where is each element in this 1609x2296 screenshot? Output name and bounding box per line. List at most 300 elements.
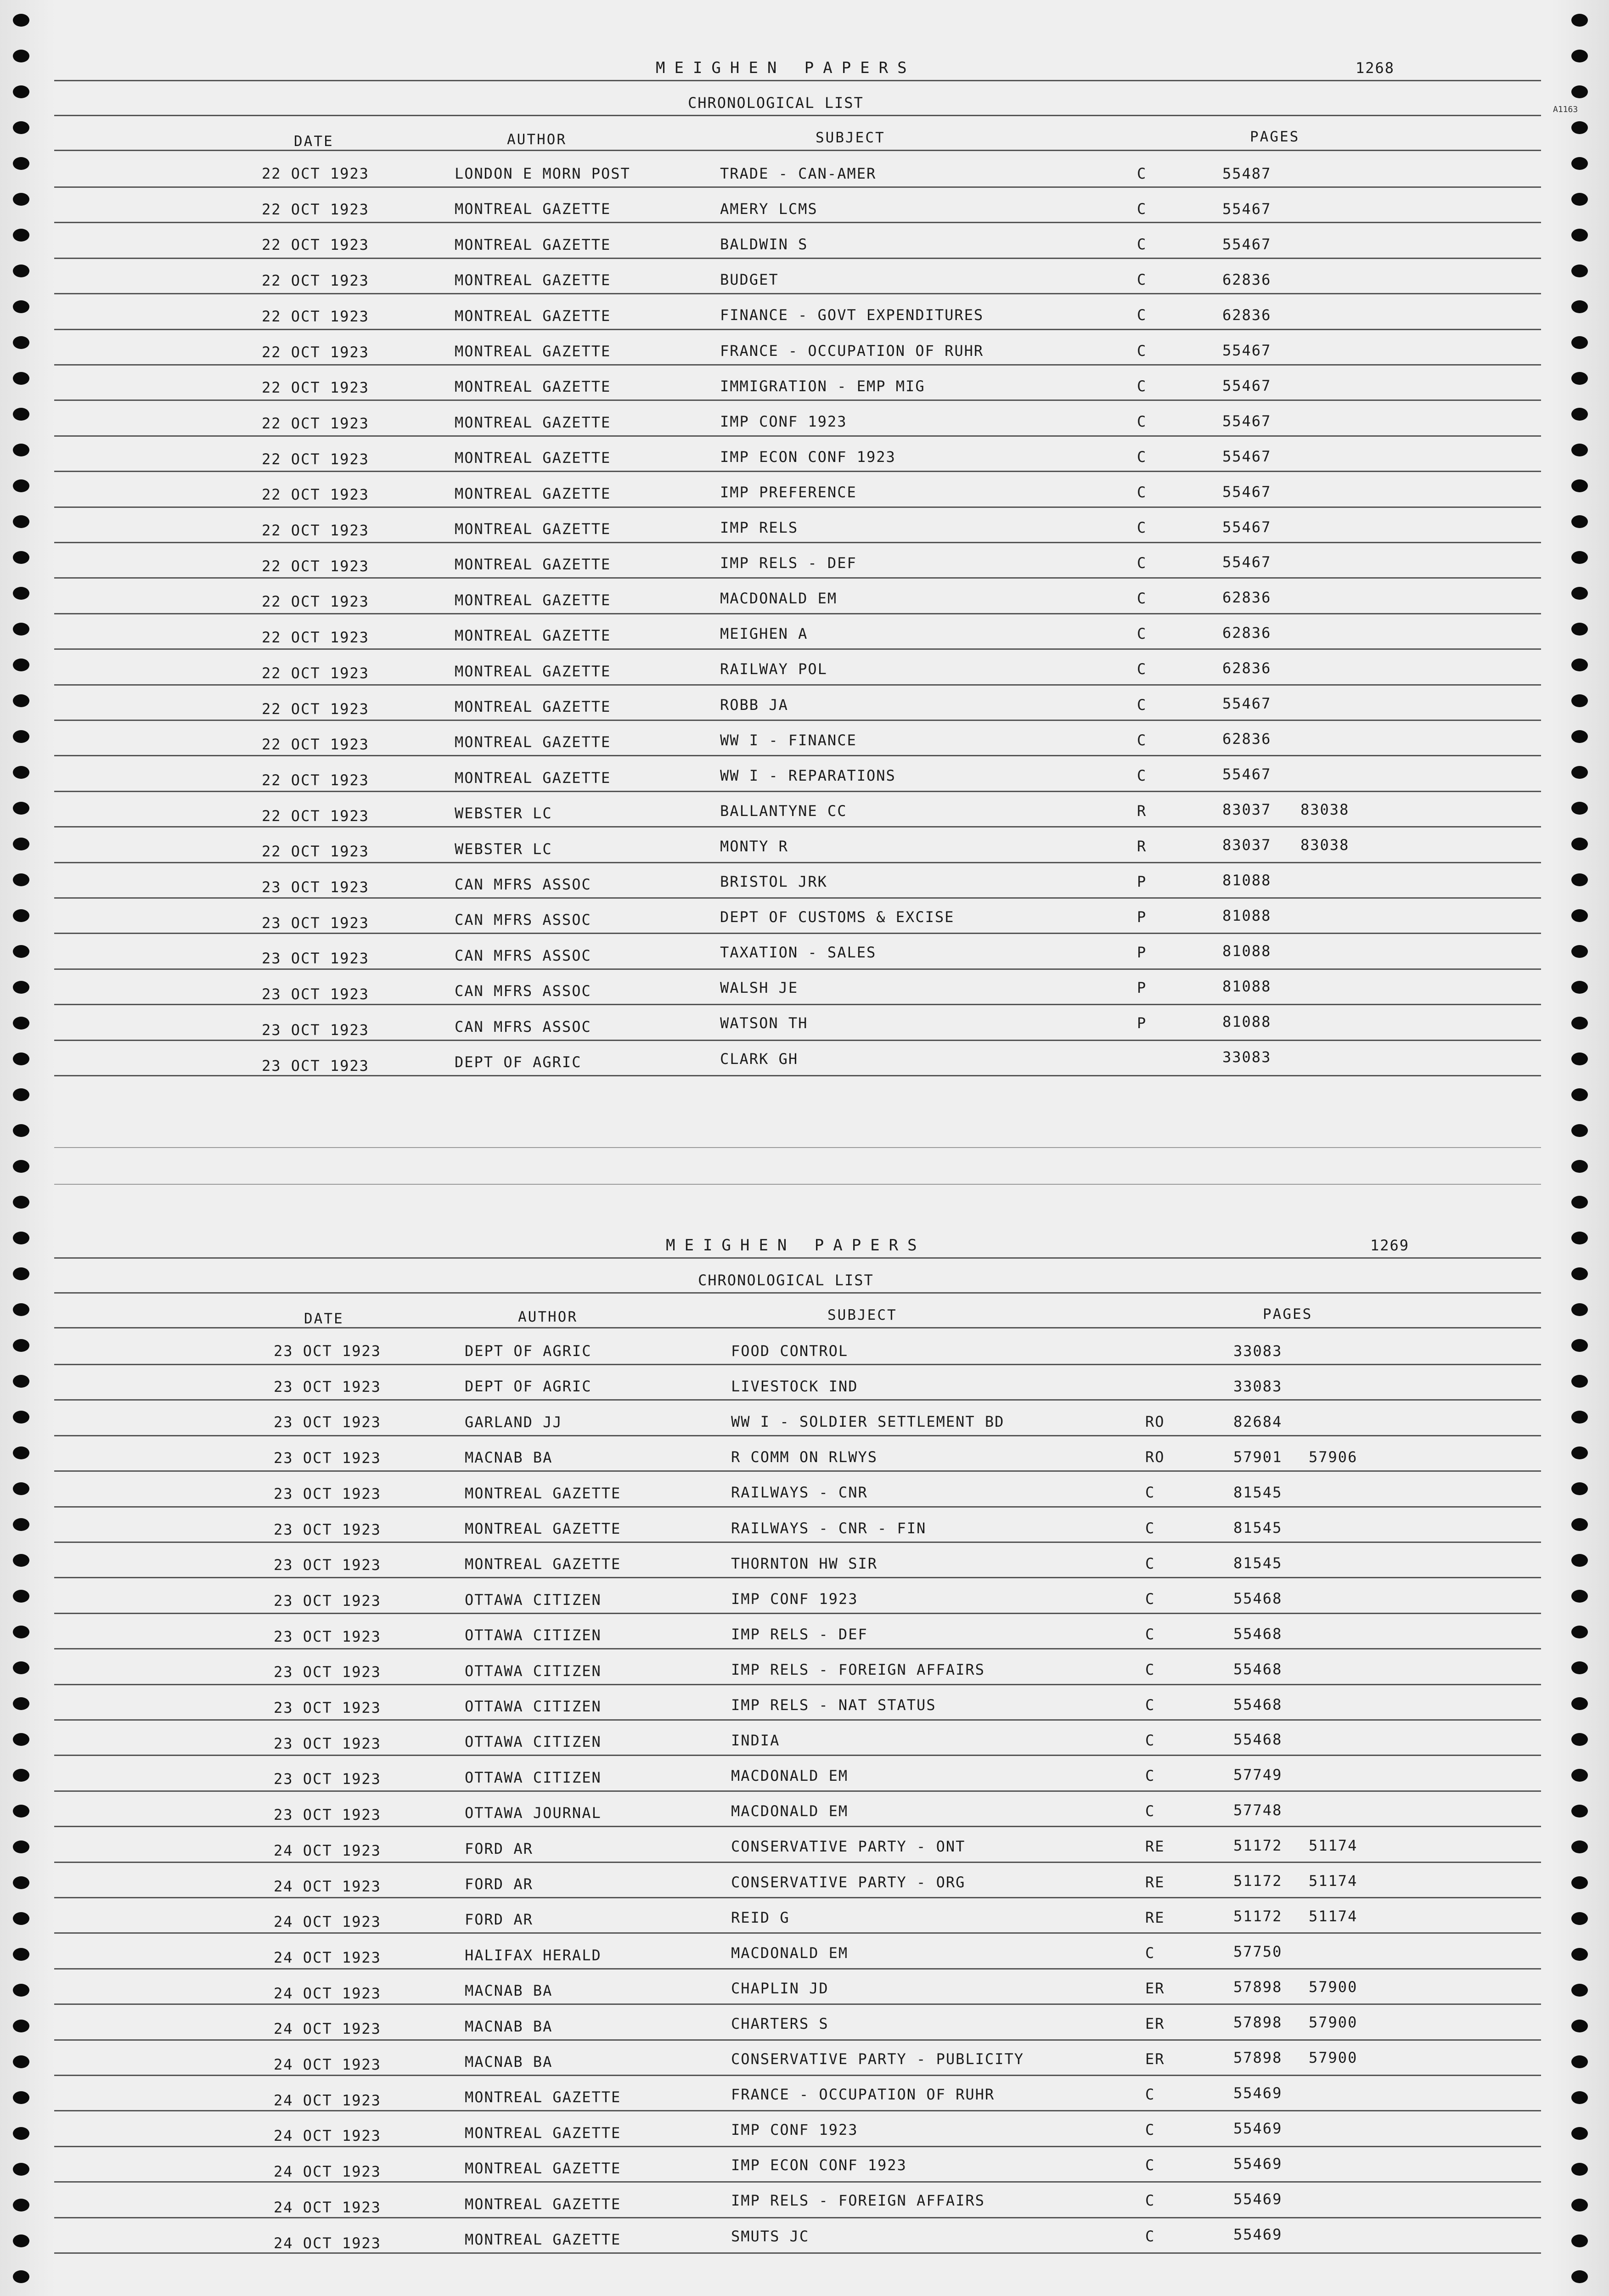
row-pages: 62836 (1222, 306, 1271, 324)
row-date: 22 OCT 1923 (262, 843, 369, 861)
page-title: MEIGHEN PAPERS (656, 59, 916, 77)
row-rule (54, 1719, 1541, 1721)
sprocket-hole (1571, 1661, 1588, 1674)
row-author: LONDON E MORN POST (455, 165, 630, 182)
row-rule (54, 648, 1541, 650)
row-rule (54, 1506, 1541, 1508)
row-subject: R COMM ON RLWYS (731, 1448, 878, 1466)
row-author: MONTREAL GAZETTE (455, 556, 611, 574)
row-author: MONTREAL GAZETTE (455, 307, 611, 325)
row-subject: IMP CONF 1923 (720, 412, 847, 430)
row-code: RE (1145, 1873, 1165, 1891)
row-author: MACNAB BA (465, 2017, 553, 2035)
sprocket-hole (1571, 1196, 1588, 1209)
sprocket-hole (13, 50, 29, 62)
row-pages-end: 57900 (1309, 2014, 1358, 2032)
row-subject: CLARK GH (720, 1050, 799, 1068)
row-subject: IMP RELS - NAT STATUS (731, 1696, 936, 1714)
row-subject: MACDONALD EM (731, 1767, 849, 1785)
sprocket-hole (1571, 766, 1588, 779)
row-pages-end: 57900 (1309, 2049, 1358, 2066)
sprocket-hole (13, 587, 29, 600)
row-rule (54, 329, 1541, 330)
row-author: MONTREAL GAZETTE (455, 733, 611, 751)
row-date: 22 OCT 1923 (262, 307, 369, 325)
row-rule (54, 1577, 1541, 1578)
row-author: MACNAB BA (465, 2053, 553, 2071)
sprocket-hole (1571, 623, 1588, 636)
row-rule (54, 2003, 1541, 2005)
row-code: P (1137, 1014, 1147, 1032)
sprocket-hole (1571, 2055, 1588, 2068)
row-author: MONTREAL GAZETTE (455, 413, 611, 431)
row-author: MONTREAL GAZETTE (465, 1484, 621, 1502)
row-date: 22 OCT 1923 (262, 236, 369, 254)
row-code: C (1137, 554, 1147, 572)
row-code: C (1145, 1484, 1155, 1502)
row-rule (54, 862, 1541, 863)
row-rule (54, 293, 1541, 294)
right-sprocket-holes (1567, 0, 1594, 2296)
sprocket-hole (1571, 2199, 1588, 2212)
sprocket-hole (13, 1232, 29, 1244)
row-code: C (1145, 2156, 1155, 2174)
row-subject: CONSERVATIVE PARTY - ORG (731, 1873, 966, 1891)
row-pages: 81088 (1222, 872, 1271, 889)
sprocket-hole (13, 1805, 29, 1818)
row-pages: 55468 (1233, 1589, 1283, 1607)
sprocket-hole (1571, 229, 1588, 242)
sprocket-hole (13, 14, 29, 27)
row-pages-end: 51174 (1309, 1837, 1358, 1855)
sprocket-hole (1571, 408, 1588, 421)
sprocket-hole (13, 408, 29, 421)
row-pages: 81088 (1222, 906, 1271, 924)
sprocket-hole (13, 1769, 29, 1782)
row-code: C (1137, 660, 1147, 678)
sprocket-hole (13, 2091, 29, 2104)
row-pages: 33083 (1233, 1377, 1283, 1395)
row-pages-end: 51174 (1309, 1872, 1358, 1890)
sprocket-hole (1571, 1769, 1588, 1782)
sprocket-hole (13, 85, 29, 98)
row-author: MONTREAL GAZETTE (455, 769, 611, 787)
row-author: FORD AR (465, 1840, 533, 1857)
sprocket-hole (13, 121, 29, 134)
row-subject: CHARTERS S (731, 2015, 829, 2032)
sprocket-hole (13, 1554, 29, 1567)
sprocket-hole (1571, 85, 1588, 98)
row-code: ER (1145, 1979, 1165, 1997)
sprocket-hole (13, 336, 29, 349)
row-pages: 55469 (1233, 2119, 1283, 2137)
row-pages: 57901 (1233, 1448, 1283, 1466)
row-code: C (1137, 590, 1147, 608)
row-rule (54, 506, 1541, 508)
row-pages: 62836 (1222, 659, 1271, 677)
sprocket-hole (1571, 1411, 1588, 1424)
sprocket-hole (1571, 1554, 1588, 1567)
subtitle-rule (54, 1292, 1541, 1294)
sprocket-hole (1571, 1733, 1588, 1746)
row-rule (54, 1435, 1541, 1436)
sprocket-hole (1571, 1303, 1588, 1316)
sprocket-hole (13, 372, 29, 385)
row-code: C (1137, 483, 1147, 501)
row-subject: INDIA (731, 1732, 780, 1750)
row-author: OTTAWA CITIZEN (465, 1698, 602, 1715)
row-pages: 55468 (1233, 1695, 1283, 1713)
row-date: 24 OCT 1923 (274, 2056, 381, 2073)
sprocket-hole (13, 1375, 29, 1388)
sprocket-hole (1571, 157, 1588, 170)
row-date: 24 OCT 1923 (274, 1948, 381, 1966)
sprocket-hole (1571, 1626, 1588, 1638)
row-rule (54, 1613, 1541, 1614)
row-rule (54, 1075, 1541, 1076)
row-subject: IMP RELS - FOREIGN AFFAIRS (731, 1660, 985, 1678)
row-rule (54, 897, 1541, 899)
row-author: MONTREAL GAZETTE (455, 271, 611, 289)
row-rule (54, 1790, 1541, 1792)
row-date: 23 OCT 1923 (274, 1520, 381, 1538)
row-subject: CONSERVATIVE PARTY - ONT (731, 1838, 966, 1856)
sprocket-hole (13, 1984, 29, 1997)
row-date: 22 OCT 1923 (262, 486, 369, 504)
row-date: 24 OCT 1923 (274, 2163, 381, 2181)
row-rule (54, 222, 1541, 223)
row-author: MONTREAL GAZETTE (455, 627, 611, 645)
row-date: 22 OCT 1923 (262, 557, 369, 575)
sprocket-hole (13, 1411, 29, 1424)
row-subject: IMP ECON CONF 1923 (720, 448, 896, 466)
row-pages: 55467 (1222, 553, 1271, 571)
row-rule (54, 1755, 1541, 1756)
sprocket-hole (1571, 1446, 1588, 1459)
sprocket-hole (13, 1661, 29, 1674)
row-pages-end: 51174 (1309, 1908, 1358, 1925)
sprocket-hole (13, 157, 29, 170)
row-author: MONTREAL GAZETTE (465, 2231, 621, 2248)
row-author: MONTREAL GAZETTE (465, 2124, 621, 2142)
row-subject: DEPT OF CUSTOMS & EXCISE (720, 908, 955, 926)
row-rule (54, 968, 1541, 970)
row-pages: 55467 (1222, 377, 1271, 394)
row-subject: SMUTS JC (731, 2227, 810, 2245)
row-author: FORD AR (465, 1911, 533, 1929)
row-code: C (1145, 1625, 1155, 1643)
row-code: C (1145, 2192, 1155, 2210)
row-rule (54, 471, 1541, 472)
sprocket-hole (13, 1948, 29, 1961)
sprocket-hole (1571, 873, 1588, 886)
sprocket-hole (13, 2163, 29, 2176)
sprocket-hole (1571, 1912, 1588, 1925)
sprocket-hole (1571, 14, 1588, 27)
left-sprocket-holes (8, 0, 36, 2296)
row-date: 22 OCT 1923 (262, 664, 369, 682)
row-code: C (1145, 1767, 1155, 1785)
row-code: C (1145, 1802, 1155, 1820)
row-date: 24 OCT 1923 (274, 2091, 381, 2109)
row-subject: IMP RELS - FOREIGN AFFAIRS (731, 2192, 985, 2210)
row-subject: BRISTOL JRK (720, 873, 827, 890)
sprocket-hole (13, 1840, 29, 1853)
side-code: A1163 (1553, 105, 1578, 114)
row-date: 22 OCT 1923 (262, 200, 369, 218)
row-date: 22 OCT 1923 (262, 414, 369, 432)
row-pages: 33083 (1233, 1342, 1283, 1360)
row-code: C (1145, 1696, 1155, 1714)
sprocket-hole (13, 1697, 29, 1710)
sprocket-hole (1571, 50, 1588, 62)
row-code: RE (1145, 1838, 1165, 1856)
row-pages: 62836 (1222, 730, 1271, 748)
row-pages: 55467 (1222, 412, 1271, 430)
row-date: 22 OCT 1923 (262, 593, 369, 611)
row-code: C (1145, 1519, 1155, 1537)
sprocket-hole (13, 1017, 29, 1030)
sprocket-hole (13, 1339, 29, 1352)
row-pages-end: 83038 (1300, 836, 1350, 854)
row-code: P (1137, 979, 1147, 997)
row-rule (54, 2075, 1541, 2076)
sprocket-hole (1571, 2091, 1588, 2104)
row-pages: 55467 (1222, 695, 1271, 713)
row-code: C (1137, 342, 1147, 360)
sprocket-hole (1571, 264, 1588, 277)
row-pages: 55469 (1233, 2084, 1283, 2102)
row-subject: BALLANTYNE CC (720, 802, 847, 820)
list-subtitle: CHRONOLOGICAL LIST (688, 94, 864, 112)
row-date: 23 OCT 1923 (274, 1734, 381, 1752)
sprocket-hole (13, 658, 29, 671)
row-subject: MACDONALD EM (731, 1944, 849, 1962)
row-pages-end: 57900 (1309, 1978, 1358, 1996)
row-pages: 55467 (1222, 483, 1271, 501)
row-author: DEPT OF AGRIC (465, 1342, 592, 1360)
row-subject: TAXATION - SALES (720, 944, 877, 962)
row-pages: 57749 (1233, 1766, 1283, 1784)
row-code: C (1145, 1944, 1155, 1962)
row-subject: FRANCE - OCCUPATION OF RUHR (731, 2086, 995, 2104)
sprocket-hole (13, 1446, 29, 1459)
row-pages: 57898 (1233, 1978, 1283, 1996)
sprocket-hole (13, 1160, 29, 1173)
row-date: 24 OCT 1923 (274, 1984, 381, 2002)
sprocket-hole (13, 2020, 29, 2032)
row-date: 23 OCT 1923 (274, 1556, 381, 1574)
row-rule (54, 1968, 1541, 1970)
row-subject: REID G (731, 1908, 790, 1926)
row-pages: 57898 (1233, 2014, 1283, 2032)
row-author: HALIFAX HERALD (465, 1946, 602, 1964)
sprocket-hole (1571, 1052, 1588, 1065)
sprocket-hole (1571, 336, 1588, 349)
title-rule (54, 1257, 1541, 1259)
row-rule (54, 2181, 1541, 2183)
row-pages: 55467 (1222, 518, 1271, 536)
row-rule (54, 791, 1541, 792)
sprocket-hole (1571, 1160, 1588, 1173)
sprocket-hole (13, 1124, 29, 1137)
row-subject: IMP ECON CONF 1923 (731, 2156, 907, 2174)
row-code: ER (1145, 2015, 1165, 2032)
sprocket-hole (13, 1052, 29, 1065)
row-author: CAN MFRS ASSOC (455, 1018, 591, 1035)
row-pages: 81088 (1222, 977, 1271, 995)
row-rule (54, 2217, 1541, 2218)
row-author: FORD AR (465, 1875, 533, 1893)
sprocket-hole (13, 229, 29, 242)
row-subject: RAILWAYS - CNR - FIN (731, 1519, 927, 1537)
row-author: CAN MFRS ASSOC (455, 911, 591, 929)
row-rule (54, 2110, 1541, 2111)
sprocket-hole (13, 193, 29, 206)
row-date: 23 OCT 1923 (274, 1806, 381, 1824)
row-author: MONTREAL GAZETTE (465, 1555, 621, 1573)
row-code: P (1137, 944, 1147, 962)
row-pages: 83037 (1222, 836, 1271, 854)
row-code: C (1145, 1554, 1155, 1572)
row-rule (54, 933, 1541, 934)
row-code: C (1137, 696, 1147, 714)
row-subject: THORNTON HW SIR (731, 1554, 878, 1572)
row-rule (54, 1399, 1541, 1401)
row-rule (54, 1470, 1541, 1472)
row-rule (54, 613, 1541, 614)
row-author: MONTREAL GAZETTE (465, 2160, 621, 2178)
row-subject: MACDONALD EM (720, 590, 838, 608)
sprocket-hole (1571, 1375, 1588, 1388)
sprocket-hole (1571, 802, 1588, 815)
sprocket-hole (1571, 515, 1588, 528)
row-rule (54, 755, 1541, 756)
row-subject: FOOD CONTROL (731, 1342, 849, 1360)
sprocket-hole (13, 1267, 29, 1280)
row-author: OTTAWA CITIZEN (465, 1662, 602, 1680)
row-subject: RAILWAYS - CNR (731, 1484, 868, 1502)
sprocket-hole (13, 1088, 29, 1101)
row-code: C (1145, 2227, 1155, 2245)
row-pages: 55468 (1233, 1660, 1283, 1678)
row-date: 24 OCT 1923 (274, 2234, 381, 2252)
row-date: 22 OCT 1923 (262, 272, 369, 290)
row-rule (54, 542, 1541, 543)
row-code: C (1137, 731, 1147, 749)
sprocket-hole (1571, 1088, 1588, 1101)
sprocket-hole (1571, 587, 1588, 600)
sprocket-hole (1571, 730, 1588, 743)
row-author: MONTREAL GAZETTE (455, 236, 611, 253)
row-code: RO (1145, 1448, 1165, 1466)
row-rule (54, 826, 1541, 827)
row-pages: 55487 (1222, 165, 1271, 182)
row-author: MONTREAL GAZETTE (455, 200, 611, 218)
row-subject: IMP RELS - DEF (731, 1625, 868, 1643)
blank-rule (54, 1147, 1541, 1148)
sprocket-hole (13, 1876, 29, 1889)
row-author: CAN MFRS ASSOC (455, 946, 591, 964)
row-date: 22 OCT 1923 (262, 736, 369, 754)
row-code: C (1137, 377, 1147, 395)
row-author: OTTAWA CITIZEN (465, 1626, 602, 1644)
row-author: MACNAB BA (465, 1449, 553, 1467)
row-rule (54, 1040, 1541, 1041)
row-date: 22 OCT 1923 (262, 629, 369, 647)
sprocket-hole (1571, 1948, 1588, 1961)
sprocket-hole (13, 981, 29, 994)
sprocket-hole (1571, 1267, 1588, 1280)
row-pages: 81545 (1233, 1483, 1283, 1501)
row-code: RE (1145, 1908, 1165, 1926)
row-rule (54, 258, 1541, 259)
row-pages: 55469 (1233, 2190, 1283, 2208)
header-subject: SUBJECT (827, 1307, 897, 1323)
row-subject: IMMIGRATION - EMP MIG (720, 377, 925, 395)
row-code: C (1137, 519, 1147, 536)
sprocket-hole (13, 1482, 29, 1495)
sprocket-hole (1571, 2163, 1588, 2176)
row-date: 23 OCT 1923 (274, 1699, 381, 1716)
sprocket-hole (1571, 1840, 1588, 1853)
row-subject: WATSON TH (720, 1014, 808, 1032)
row-pages: 57750 (1233, 1943, 1283, 1961)
row-pages: 55469 (1233, 2155, 1283, 2172)
row-rule (54, 364, 1541, 366)
row-rule (54, 186, 1541, 188)
row-subject: IMP CONF 1923 (731, 2121, 858, 2139)
page-title: MEIGHEN PAPERS (666, 1236, 926, 1255)
sprocket-hole (13, 1196, 29, 1209)
row-pages: 51172 (1233, 1872, 1283, 1890)
sprocket-hole (1571, 2020, 1588, 2032)
row-subject: WW I - SOLDIER SETTLEMENT BD (731, 1413, 1005, 1431)
row-code: C (1137, 165, 1147, 182)
row-code: C (1137, 236, 1147, 253)
sprocket-hole (1571, 1232, 1588, 1244)
row-date: 23 OCT 1923 (274, 1592, 381, 1609)
row-date: 24 OCT 1923 (274, 1841, 381, 1859)
sprocket-hole (1571, 981, 1588, 994)
row-subject: IMP CONF 1923 (731, 1590, 858, 1608)
row-subject: LIVESTOCK IND (731, 1378, 858, 1396)
sprocket-hole (13, 2199, 29, 2212)
sprocket-hole (1571, 838, 1588, 850)
sprocket-hole (13, 2055, 29, 2068)
row-subject: CONSERVATIVE PARTY - PUBLICITY (731, 2050, 1024, 2068)
sprocket-hole (1571, 1697, 1588, 1710)
sprocket-hole (1571, 1805, 1588, 1818)
sprocket-hole (13, 1912, 29, 1925)
row-pages-end: 57906 (1309, 1448, 1358, 1466)
row-code: R (1137, 837, 1147, 855)
header-author: AUTHOR (507, 131, 567, 148)
sprocket-hole (13, 264, 29, 277)
row-pages-end: 83038 (1300, 801, 1350, 819)
sprocket-hole (1571, 2270, 1588, 2283)
row-date: 22 OCT 1923 (262, 522, 369, 539)
row-author: MONTREAL GAZETTE (455, 591, 611, 609)
header-subject: SUBJECT (816, 129, 885, 146)
sprocket-hole (13, 551, 29, 564)
sprocket-hole (13, 2270, 29, 2283)
sprocket-hole (13, 1626, 29, 1638)
row-date: 22 OCT 1923 (262, 379, 369, 397)
row-subject: BUDGET (720, 271, 779, 289)
row-pages: 55467 (1222, 200, 1271, 218)
row-author: MONTREAL GAZETTE (455, 449, 611, 467)
